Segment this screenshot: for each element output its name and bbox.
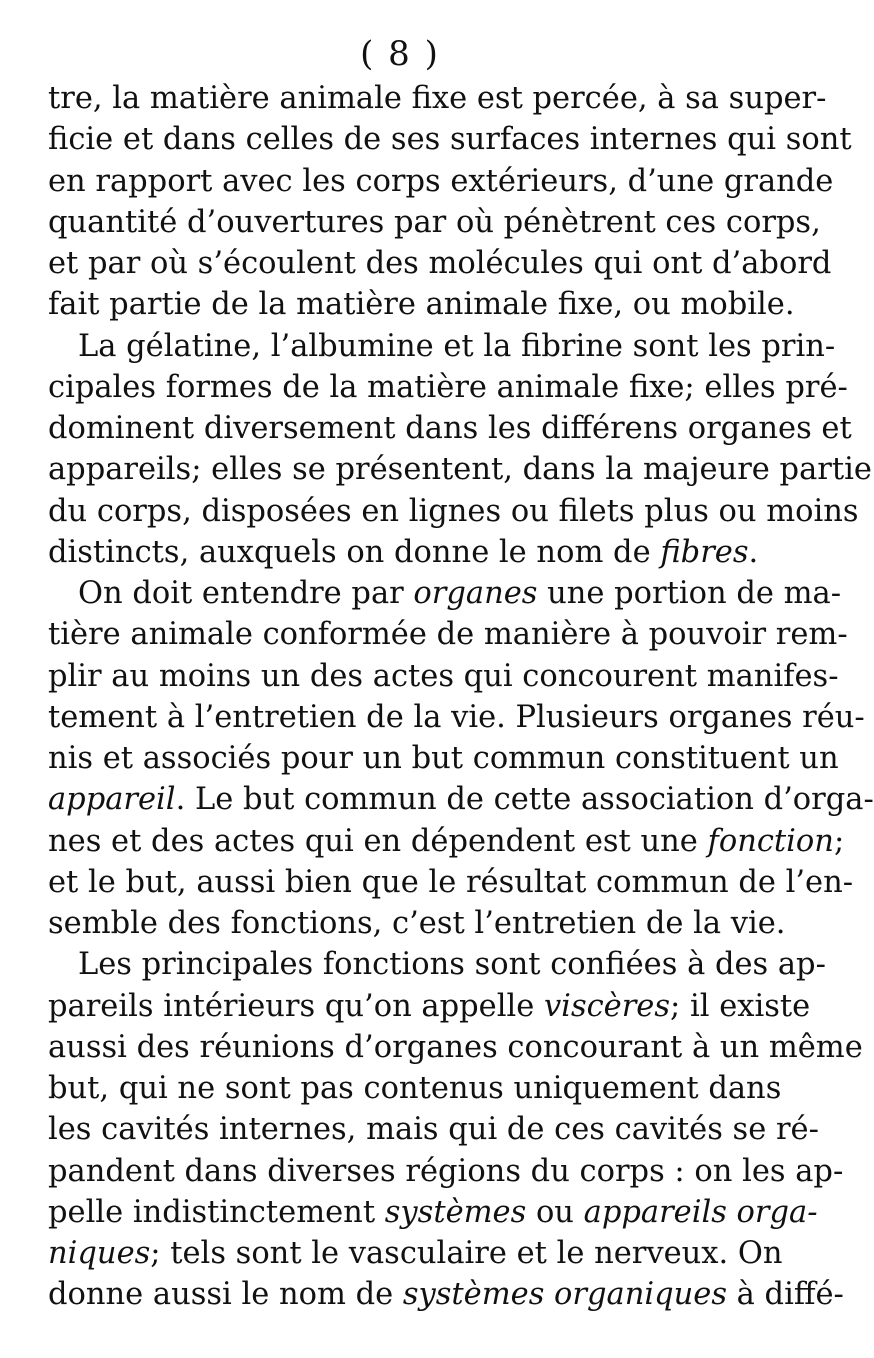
text-line: but, qui ne sont pas contenus uniquement dans	[48, 1071, 782, 1106]
text-line: et le but, aussi bien que le résultat commun de l’en-	[48, 864, 854, 900]
text-line: du corps, disposées en lignes ou filets plus ou moins	[48, 493, 859, 529]
page-number: ( 8 )	[360, 34, 440, 74]
text-line: Les principales fonctions sont confiées à des ap-	[78, 947, 826, 983]
text-line: dominent diversement dans les différens organes et	[48, 411, 852, 446]
text-line: plir au moins un des actes qui concourent manifes-	[48, 658, 839, 694]
text-line: semble des fonctions, c’est l’entretien de la vie.	[48, 906, 786, 941]
text-line: ficie et dans celles de ses surfaces internes qui sont	[48, 122, 852, 158]
text-line: tière animale conformée de manière à pouvoir rem-	[48, 617, 848, 653]
text-line: tre, la matière animale fixe est percée, à sa super-	[48, 81, 827, 116]
paragraph-1	[48, 78, 852, 326]
text-line: quantité d’ouvertures par où pénètrent ces corps,	[48, 204, 821, 240]
paragraph-3	[48, 573, 874, 944]
text-line: pandent dans diverses régions du corps : on les ap-	[48, 1153, 844, 1189]
body-text	[48, 78, 874, 1316]
text-line: nes et des actes qui en dépendent est une fonction;	[48, 823, 845, 859]
text-line: en rapport avec les corps extérieurs, d’une grande	[48, 163, 834, 199]
paragraph-4	[48, 944, 863, 1315]
paragraph-2	[48, 326, 872, 574]
text-line: On doit entendre par organes une portion de ma-	[78, 576, 842, 611]
text-line: pareils intérieurs qu’on appelle viscères; il existe	[48, 988, 811, 1024]
text-line: donne aussi le nom de systèmes organiques à diffé-	[48, 1277, 844, 1313]
text-line: La gélatine, l’albumine et la fibrine sont les prin-	[78, 328, 836, 364]
text-line: les cavités internes, mais qui de ces cavités se ré-	[48, 1112, 819, 1148]
text-line: appareil. Le but commun de cette association d’orga-	[48, 782, 874, 818]
text-line: appareils; elles se présentent, dans la majeure partie	[48, 452, 872, 488]
text-line: pelle indistinctement systèmes ou appareils orga-	[48, 1194, 818, 1230]
text-line: et par où s’écoulent des molécules qui ont d’abord	[48, 246, 832, 281]
text-line: fait partie de la matière animale fixe, ou mobile.	[48, 287, 795, 323]
text-line: niques; tels sont le vasculaire et le nerveux. On	[48, 1236, 783, 1271]
text-line: distincts, auxquels on donne le nom de fibres.	[48, 534, 759, 570]
text-line: nis et associés pour un but commun constituent un	[48, 741, 839, 776]
text-line: tement à l’entretien de la vie. Plusieurs organes réu-	[48, 699, 865, 735]
text-line: aussi des réunions d’organes concourant à un même	[48, 1029, 863, 1065]
text-line: cipales formes de la matière animale fixe; elles pré-	[48, 369, 848, 405]
